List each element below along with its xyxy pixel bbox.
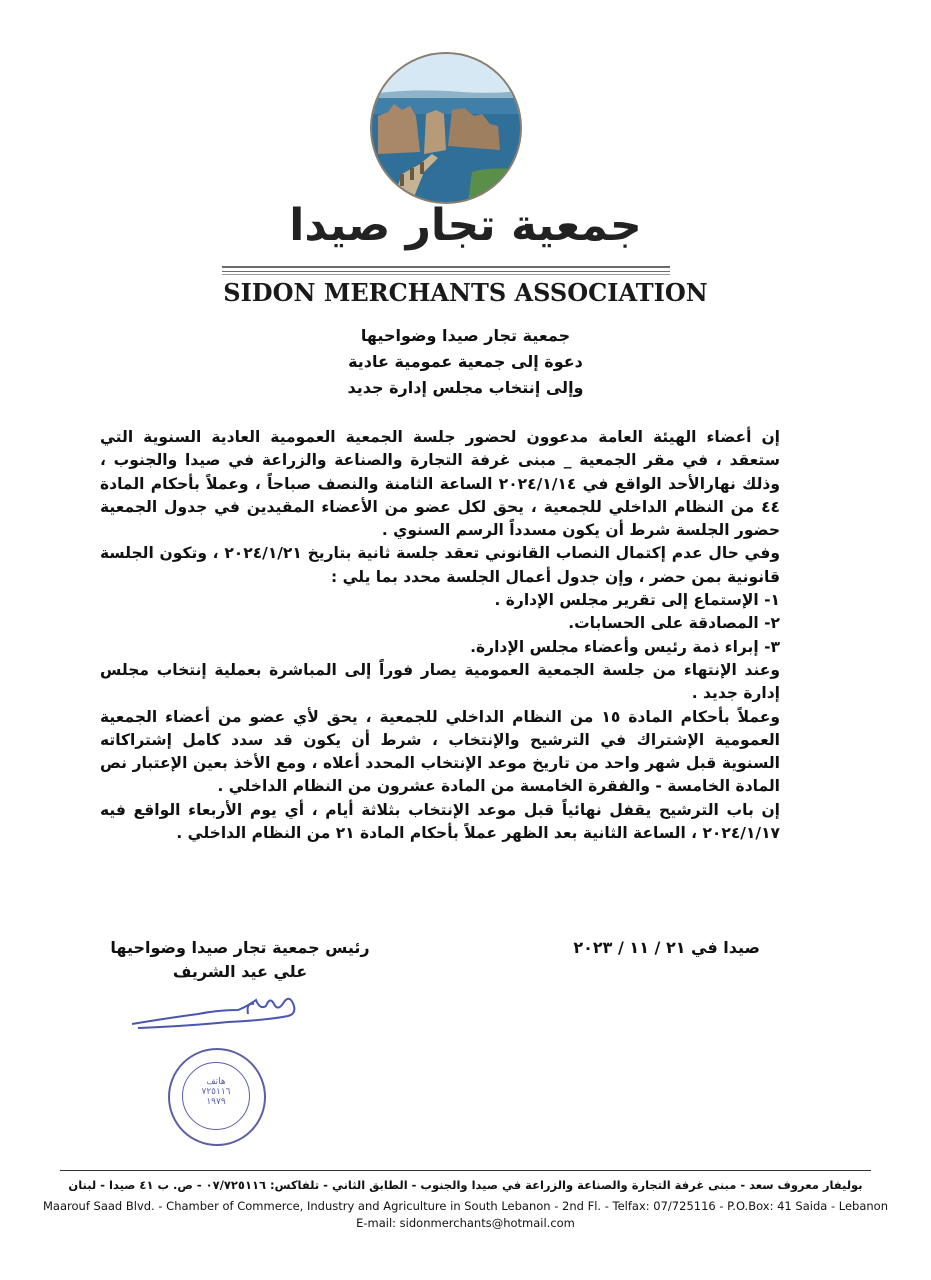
association-arabic-name: جمعية تجار صيدا bbox=[289, 200, 642, 251]
header-rule bbox=[222, 266, 670, 268]
signature bbox=[128, 988, 308, 1042]
title-line-3: وإلى إنتخاب مجلس إدارة جديد bbox=[347, 378, 584, 397]
stamp-phone: ٧٢٥١١٦ bbox=[201, 1087, 231, 1097]
header-rule bbox=[222, 274, 670, 275]
title-line-1: جمعية تجار صيدا وضواحيها bbox=[360, 326, 571, 345]
signatory-title: رئيس جمعية تجار صيدا وضواحيها bbox=[110, 938, 370, 957]
agenda-item-1: ١- الإستماع إلى تقرير مجلس الإدارة . bbox=[494, 591, 780, 610]
stamp-center bbox=[182, 1062, 250, 1130]
footer-address-english: Maarouf Saad Blvd. - Chamber of Commerce, Industry and Agriculture in South Lebanon - 2nd Fl. - Telfax: 07/725116 - P.O.Box: 41 Saida - Lebanon bbox=[43, 1199, 888, 1213]
footer-email: E-mail: sidonmerchants@hotmail.com bbox=[356, 1216, 575, 1230]
signature-icon bbox=[128, 988, 308, 1038]
paragraph-candidacy-rules: وعملاً بأحكام المادة ١٥ من النظام الداخلي للجمعية ، يحق لأي عضو من أعضاء الجمعية العمومية الإشتراك في الترشيح والإنتخاب ، شرط أن يكون قد سدد كامل إشتراكاته السنوية قبل شهر واحد من تاريخ موعد الإنتخاب المحدد أعلاه ، ومع الأخذ بعين الإعتبار نص المادة الخامسة - والفقرة الخامسة من المادة عشرون من النظام الداخلي . bbox=[100, 707, 780, 796]
paragraph-candidacy-deadline: إن باب الترشيح يقفل نهائياً قبل موعد الإنتخاب بثلاثة أيام ، أي يوم الأربعاء الواقع فيه ٢٠٢٤/١/١٧ ، الساعة الثانية بعد الظهر عملاً بأحكام المادة ٢١ من النظام الداخلي . bbox=[100, 800, 780, 843]
footer-address-arabic: بوليفار معروف سعد - مبنى غرفة التجارة والصناعة والزراعة في صيدا والجنوب - الطابق الثاني - تلفاكس: ٠٧/٧٢٥١١٦ - ص. ب ٤١ صيدا - لبنان bbox=[68, 1178, 863, 1192]
official-stamp bbox=[168, 1048, 266, 1146]
agenda-item-3: ٣- إبراء ذمة رئيس وأعضاء مجلس الإدارة. bbox=[470, 637, 780, 656]
paragraph-meeting-invitation: إن أعضاء الهيئة العامة مدعوون لحضور جلسة الجمعية العمومية العادية السنوية التي ستعقد ، في مقر الجمعية _ مبنى غرفة التجارة والصناعة والزراعة في صيدا والجنوب ، وذلك نهارالأحد الواقع في ٢٠٢٤/١/١٤ الساعة الثامنة والنصف صباحاً ، وعملاً بأحكام المادة ٤٤ من النظام الداخلي للجمعية ، يحق لكل عضو من الأعضاء المقيدين في جدول الجمعية حضور الجلسة شرط أن يكون مسدداً الرسم السنوي . bbox=[100, 428, 781, 540]
stamp-phone-label: هاتف bbox=[206, 1077, 226, 1087]
footer-rule bbox=[60, 1170, 871, 1171]
paragraph-election: وعند الإنتهاء من جلسة الجمعية العمومية يصار فوراً إلى المباشرة بعملية إنتخاب مجلس إدارة جديد . bbox=[100, 660, 780, 703]
stamp-year: ١٩٧٩ bbox=[206, 1097, 226, 1107]
letter-body bbox=[100, 426, 780, 845]
title-line-2: دعوة إلى جمعية عمومية عادية bbox=[348, 352, 583, 371]
association-english-name: SIDON MERCHANTS ASSOCIATION bbox=[223, 278, 708, 307]
signatory-name: علي عيد الشريف bbox=[172, 962, 308, 981]
sea-castle-logo bbox=[370, 52, 522, 204]
paragraph-quorum: وفي حال عدم إكتمال النصاب القانوني تعقد جلسة ثانية بتاريخ ٢٠٢٤/١/٢١ ، وتكون الجلسة قانونية بمن حضر ، وإن جدول أعمال الجلسة محدد بما يلي : bbox=[100, 544, 781, 586]
agenda-item-2: ٢- المصادقة على الحسابات. bbox=[568, 614, 780, 633]
header-rule bbox=[222, 271, 670, 272]
date-line: صيدا في ٢١ / ١١ / ٢٠٢٣ bbox=[573, 938, 760, 957]
sea-castle-icon bbox=[372, 54, 520, 202]
